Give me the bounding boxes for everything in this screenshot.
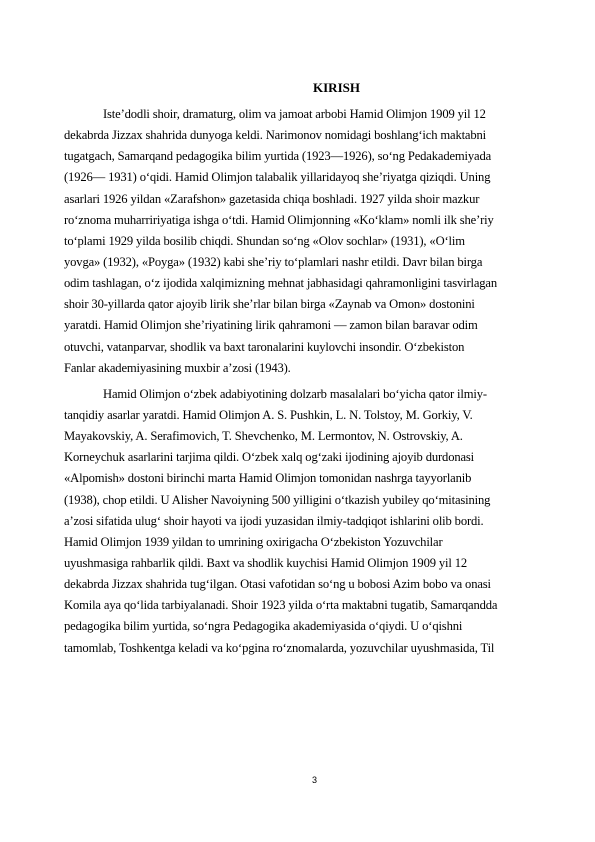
paragraph-line: odim tashlagan, o‘z ijodida xalqimizning mehnat jabhasidagi qahramonligini tasvirlagan [64, 276, 498, 291]
paragraph-line: dekabrda Jizzax shahrida tug‘ilgan. Otasi vafotidan so‘ng u bobosi Azim bobo va onasi [64, 577, 491, 592]
paragraph-line: pedagogika bilim yurtida, so‘ngra Pedagogika akademiyasida o‘qiydi. U o‘qishni [64, 619, 463, 634]
paragraph-line: Hamid Olimjon o‘zbek adabiyotining dolzarb masalalari bo‘yicha qator ilmiy- [103, 386, 487, 401]
paragraph-line: yaratdi. Hamid Olimjon she’riyatining lirik qahramoni — zamon bilan baravar odim [64, 318, 478, 333]
paragraph-line: ro‘znoma muharririyatiga ishga o‘tdi. Hamid Olimjonning «Ko‘klam» nomli ilk she’riy [64, 212, 494, 227]
paragraph-line: asarlari 1926 yildan «Zarafshon» gazetasida chiqa boshladi. 1927 yilda shoir mazkur [64, 191, 480, 206]
paragraph-2 [64, 384, 564, 659]
paragraph-line: otuvchi, vatanparvar, shodlik va baxt taronalarini kuylovchi insondir. O‘zbekiston [64, 339, 465, 354]
paragraph-line: dekabrda Jizzax shahrida dunyoga keldi. Narimonov nomidagi boshlang‘ich maktabni [64, 128, 487, 143]
paragraph-1 [64, 104, 564, 379]
body-text [64, 104, 564, 659]
paragraph-line: tamomlab, Toshkentga keladi va ko‘pgina ro‘znomalarda, yozuvchilar uyushmasida, Til [64, 640, 495, 655]
paragraph-line: Hamid Olimjon 1939 yildan to umrining oxirigacha O‘zbekiston Yozuvchilar [64, 534, 443, 549]
paragraph-line: to‘plami 1929 yilda bosilib chiqdi. Shundan so‘ng «Olov sochlar» (1931), «O‘lim [64, 233, 465, 248]
page-number: 3 [311, 775, 317, 785]
paragraph-line: tanqidiy asarlar yaratdi. Hamid Olimjon A. S. Pushkin, L. N. Tolstoy, M. Gorkiy, V. [64, 407, 473, 422]
paragraph-line: Iste’dodli shoir, dramaturg, olim va jamoat arbobi Hamid Olimjon 1909 yil 12 [103, 107, 486, 121]
section-heading: KIRISH [313, 80, 360, 95]
paragraph-line: Fanlar akademiyasining muxbir a’zosi (1943). [64, 360, 291, 375]
paragraph-line: tugatgach, Samarqand pedagogika bilim yurtida (1923—1926), so‘ng Pedakademiyada [64, 149, 492, 164]
paragraph-line: «Alpomish» dostoni birinchi marta Hamid Olimjon tomonidan nashrga tayyorlanib [64, 471, 472, 486]
paragraph-line: yovga» (1932), «Poyga» (1932) kabi she’riy to‘plamlari nashr etildi. Davr bilan birga [64, 254, 483, 269]
paragraph-line: a’zosi sifatida ulug‘ shoir hayoti va ijodi yuzasidan ilmiy-tadqiqot ishlarini olib bordi. [64, 513, 484, 528]
paragraph-line: shoir 30-yillarda qator ajoyib lirik she’rlar bilan birga «Zaynab va Omon» dostonini [64, 297, 475, 312]
paragraph-line: Mayakovskiy, A. Serafimovich, T. Shevchenko, M. Lermontov, N. Ostrovskiy, A. [64, 429, 463, 444]
paragraph-line: (1926— 1931) o‘qidi. Hamid Olimjon talabalik yillaridayoq she’riyatga qiziqdi. Uning [64, 170, 491, 185]
paragraph-line: (1938), chop etildi. U Alisher Navoiyning 500 yilligini o‘tkazish yubiley qo‘mitasining [64, 492, 491, 507]
paragraph-line: Komila aya qo‘lida tarbiyalanadi. Shoir 1923 yilda o‘rta maktabni tugatib, Samarqandda [64, 598, 498, 613]
paragraph-line: uyushmasiga rahbarlik qildi. Baxt va shodlik kuychisi Hamid Olimjon 1909 yil 12 [64, 555, 468, 570]
paragraph-line: Korneychuk asarlarini tarjima qildi. O‘zbek xalq og‘zaki ijodining ajoyib durdonasi [64, 450, 475, 465]
